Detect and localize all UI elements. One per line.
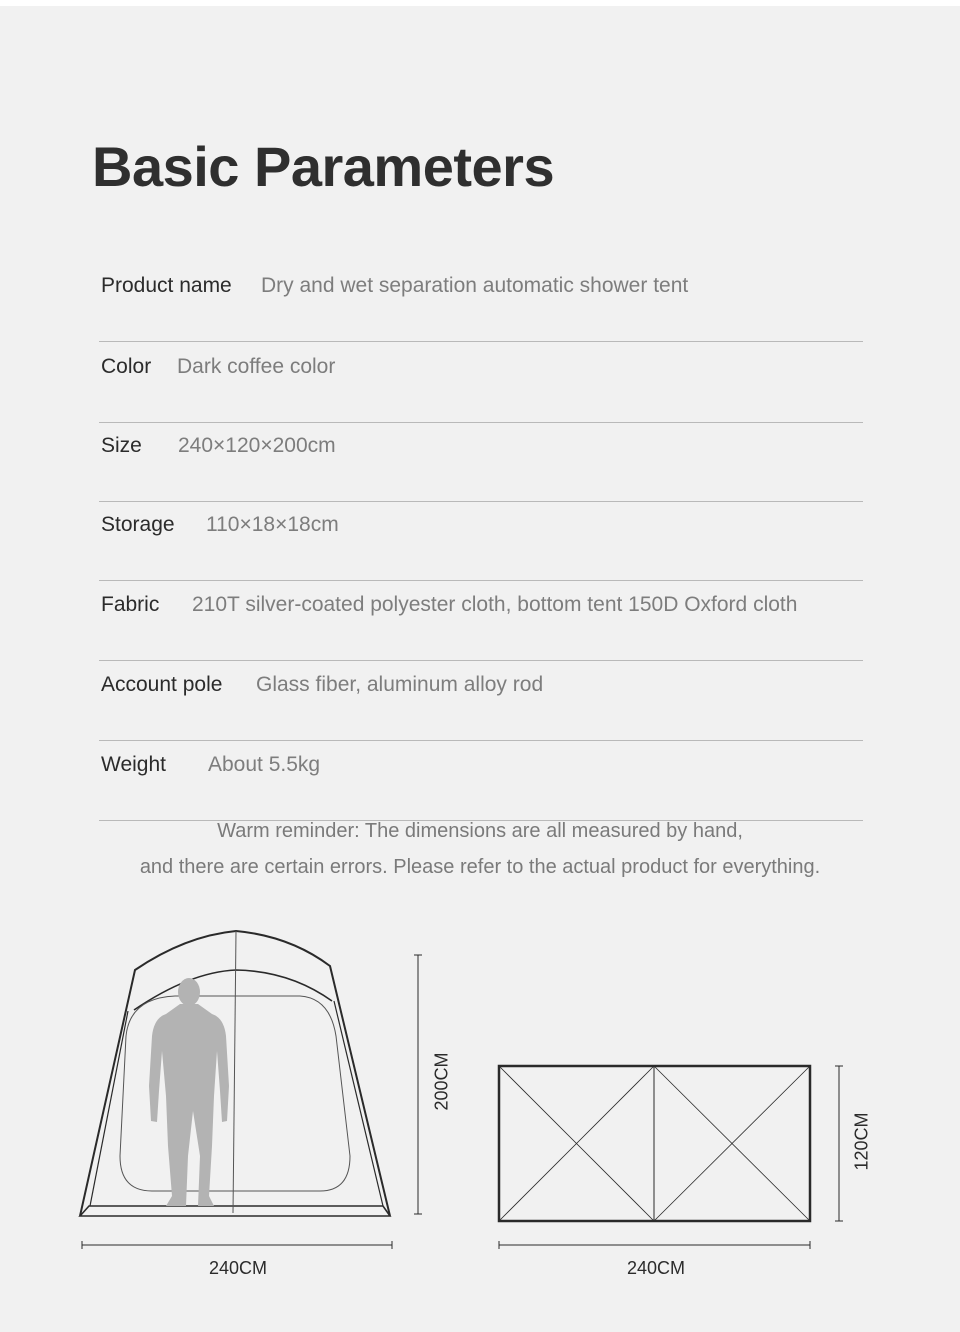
- top-width-label: 240CM: [626, 1258, 686, 1278]
- top-width-dimension-line: [499, 1241, 810, 1249]
- side-width-label: 240CM: [208, 1258, 268, 1278]
- param-label: Account pole: [101, 673, 223, 696]
- param-value: Dark coffee color: [177, 355, 336, 378]
- param-value: Glass fiber, aluminum alloy rod: [256, 673, 544, 696]
- param-value: Dry and wet separation automatic shower tent: [261, 274, 689, 297]
- tent-side-outline: [80, 931, 390, 1216]
- side-width-dimension-line: [82, 1241, 392, 1249]
- param-value: About 5.5kg: [208, 753, 321, 776]
- param-label: Size: [101, 434, 142, 457]
- reminder-line-1: Warm reminder: The dimensions are all measured by hand,: [217, 820, 743, 842]
- param-label: Weight: [101, 753, 166, 776]
- tent-side-view-drawing: [0, 6, 960, 1332]
- side-height-dimension-line: [414, 955, 422, 1214]
- param-label: Color: [101, 355, 152, 378]
- reminder-line-2: and there are certain errors. Please refer to the actual product for everything.: [139, 856, 821, 878]
- param-label: Product name: [101, 274, 232, 297]
- param-label: Storage: [101, 513, 175, 536]
- param-value: 210T silver-coated polyester cloth, bottom tent 150D Oxford cloth: [192, 593, 798, 616]
- person-silhouette-icon: [149, 978, 229, 1206]
- page-title: Basic Parameters: [92, 135, 555, 198]
- param-value: 240×120×200cm: [178, 434, 336, 457]
- tent-top-view: [499, 1066, 810, 1221]
- top-depth-dimension-line: [835, 1066, 843, 1221]
- page: [0, 6, 960, 1332]
- side-height-label: 200CM: [431, 1052, 452, 1111]
- param-label: Fabric: [101, 593, 160, 616]
- top-depth-label: 120CM: [851, 1112, 872, 1171]
- param-value: 110×18×18cm: [206, 513, 339, 536]
